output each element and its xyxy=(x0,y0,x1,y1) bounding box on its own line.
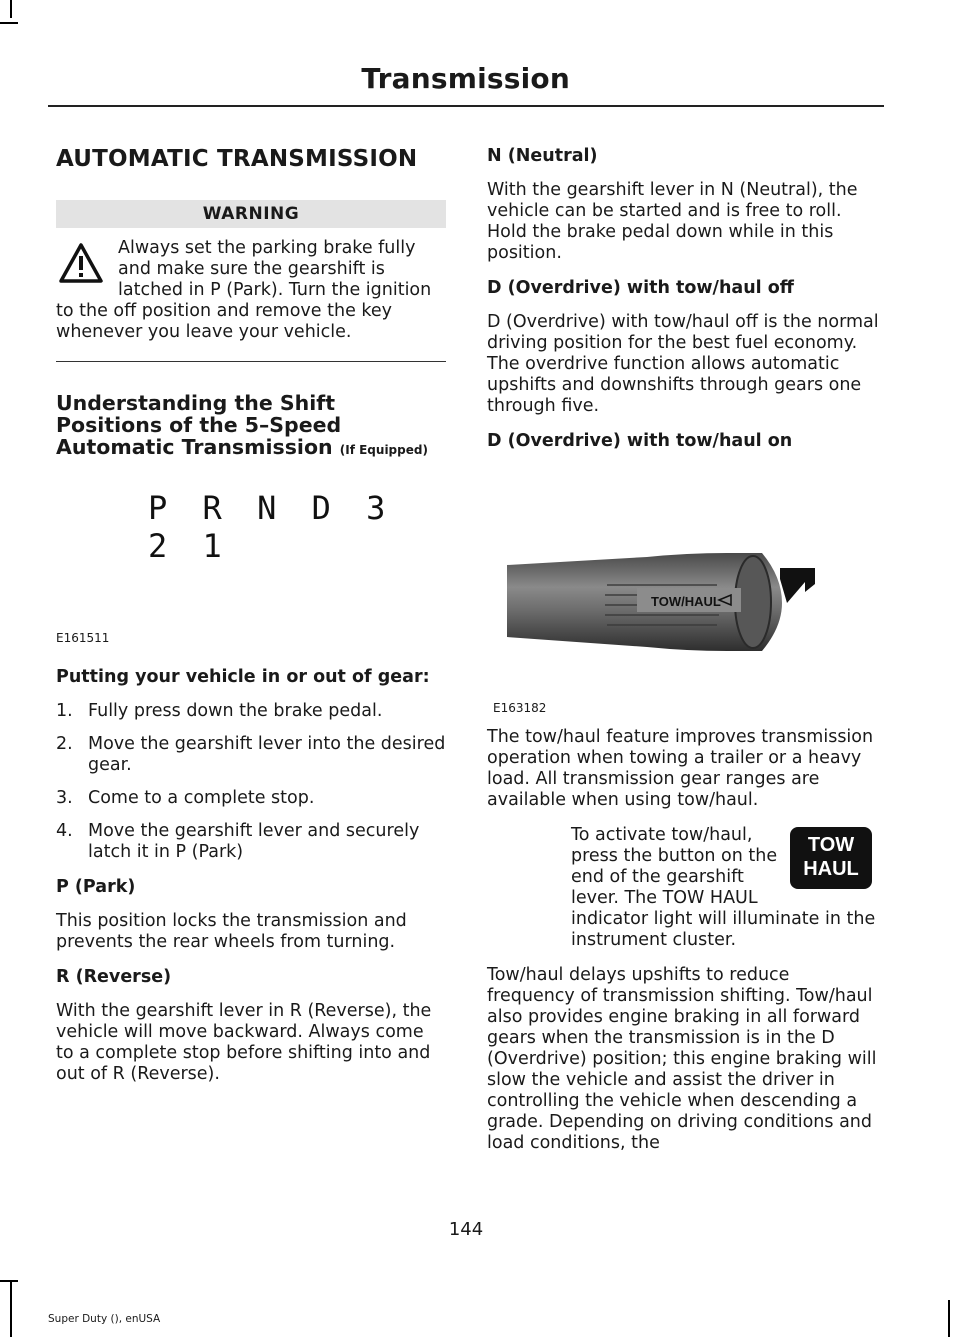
page-footer: Super Duty (), enUSA xyxy=(48,1313,161,1325)
left-column xyxy=(56,146,446,1099)
gear-indicator-text: P R N D 3 2 1 xyxy=(148,489,394,565)
park-heading: P (Park) xyxy=(56,877,136,897)
overdrive-on-heading: D (Overdrive) with tow/haul on xyxy=(487,431,793,451)
crop-mark xyxy=(0,22,18,24)
figure-code: E163182 xyxy=(493,701,547,715)
steps-heading: Putting your vehicle in or out of gear: xyxy=(56,667,430,687)
tow-haul-button-label: TOW/HAUL xyxy=(651,594,721,609)
gearshift-lever-figure xyxy=(487,465,880,721)
tow-haul-activate-text: To activate tow/haul, press the button on the end of the gearshift lever. The TOW HAUL indicator light will illuminate in the instrument cluster. xyxy=(571,825,876,950)
section-title: AUTOMATIC TRANSMISSION xyxy=(56,146,418,172)
warning-triangle-icon xyxy=(58,242,104,284)
subsection-note: (If Equipped) xyxy=(339,443,428,457)
steps-list xyxy=(56,701,446,863)
list-item: 4. Move the gearshift lever and securely latch it in P (Park) xyxy=(56,821,420,862)
right-column xyxy=(487,146,880,1168)
park-text: This position locks the transmission and prevents the rear wheels from turning. xyxy=(56,911,407,952)
header-divider xyxy=(48,105,884,107)
list-item: 1. Fully press down the brake pedal. xyxy=(56,701,383,721)
gearshift-lever-illustration xyxy=(487,465,880,685)
warning-divider xyxy=(56,361,446,362)
list-item: 3. Come to a complete stop. xyxy=(56,788,315,808)
overdrive-off-text: D (Overdrive) with tow/haul off is the normal driving position for the best fuel economy. The overdrive function allows automatic upshifts and downshifts through gears one through five. xyxy=(487,312,879,416)
subsection-title-text: Understanding the Shift Positions of the 5–Speed Automatic Transmission xyxy=(56,391,342,459)
tow-haul-delay-text: Tow/haul delays upshifts to reduce frequency of transmission shifting. Tow/haul also provides engine braking in all forward gears when the transmission is in the D (Overdrive) position; this engine braking will slow the vehicle and assist the driver in controlling the vehicle when descending a grade. Depending on driving conditions and load conditions, the xyxy=(487,965,877,1153)
crop-mark xyxy=(10,1280,12,1337)
reverse-heading: R (Reverse) xyxy=(56,967,172,987)
warning-label: WARNING xyxy=(56,200,446,228)
arrow-icon xyxy=(780,568,815,603)
warning-box xyxy=(56,238,446,343)
overdrive-off-heading: D (Overdrive) with tow/haul off xyxy=(487,278,794,298)
tow-haul-indicator-icon: TOW HAUL xyxy=(790,827,872,889)
page-header-title: Transmission xyxy=(361,62,570,95)
list-item: 2. Move the gearshift lever into the desired gear. xyxy=(56,734,446,775)
crop-mark xyxy=(10,0,12,18)
tow-haul-feature-text: The tow/haul feature improves transmission operation when towing a trailer or a heavy load. All transmission gear ranges are available when using tow/haul. xyxy=(487,727,874,810)
warning-text: Always set the parking brake fully and make sure the gearshift is latched in P (Park). Turn the ignition to the off position and remove the key whenever you leave your vehicle. xyxy=(56,238,432,342)
neutral-text: With the gearshift lever in N (Neutral), the vehicle can be started and is free to roll. Hold the brake pedal down while in this position. xyxy=(487,180,858,263)
gear-indicator-figure xyxy=(56,461,446,645)
subsection-title xyxy=(56,392,446,461)
page-number: 144 xyxy=(448,1219,484,1240)
crop-mark xyxy=(0,1280,18,1282)
reverse-text: With the gearshift lever in R (Reverse), the vehicle will move backward. Always come to a complete stop before shifting into and out of R (Reverse). xyxy=(56,1001,432,1084)
crop-mark xyxy=(948,1300,950,1337)
figure-code: E161511 xyxy=(56,631,110,645)
tow-haul-activate-block xyxy=(487,825,880,951)
neutral-heading: N (Neutral) xyxy=(487,146,598,166)
